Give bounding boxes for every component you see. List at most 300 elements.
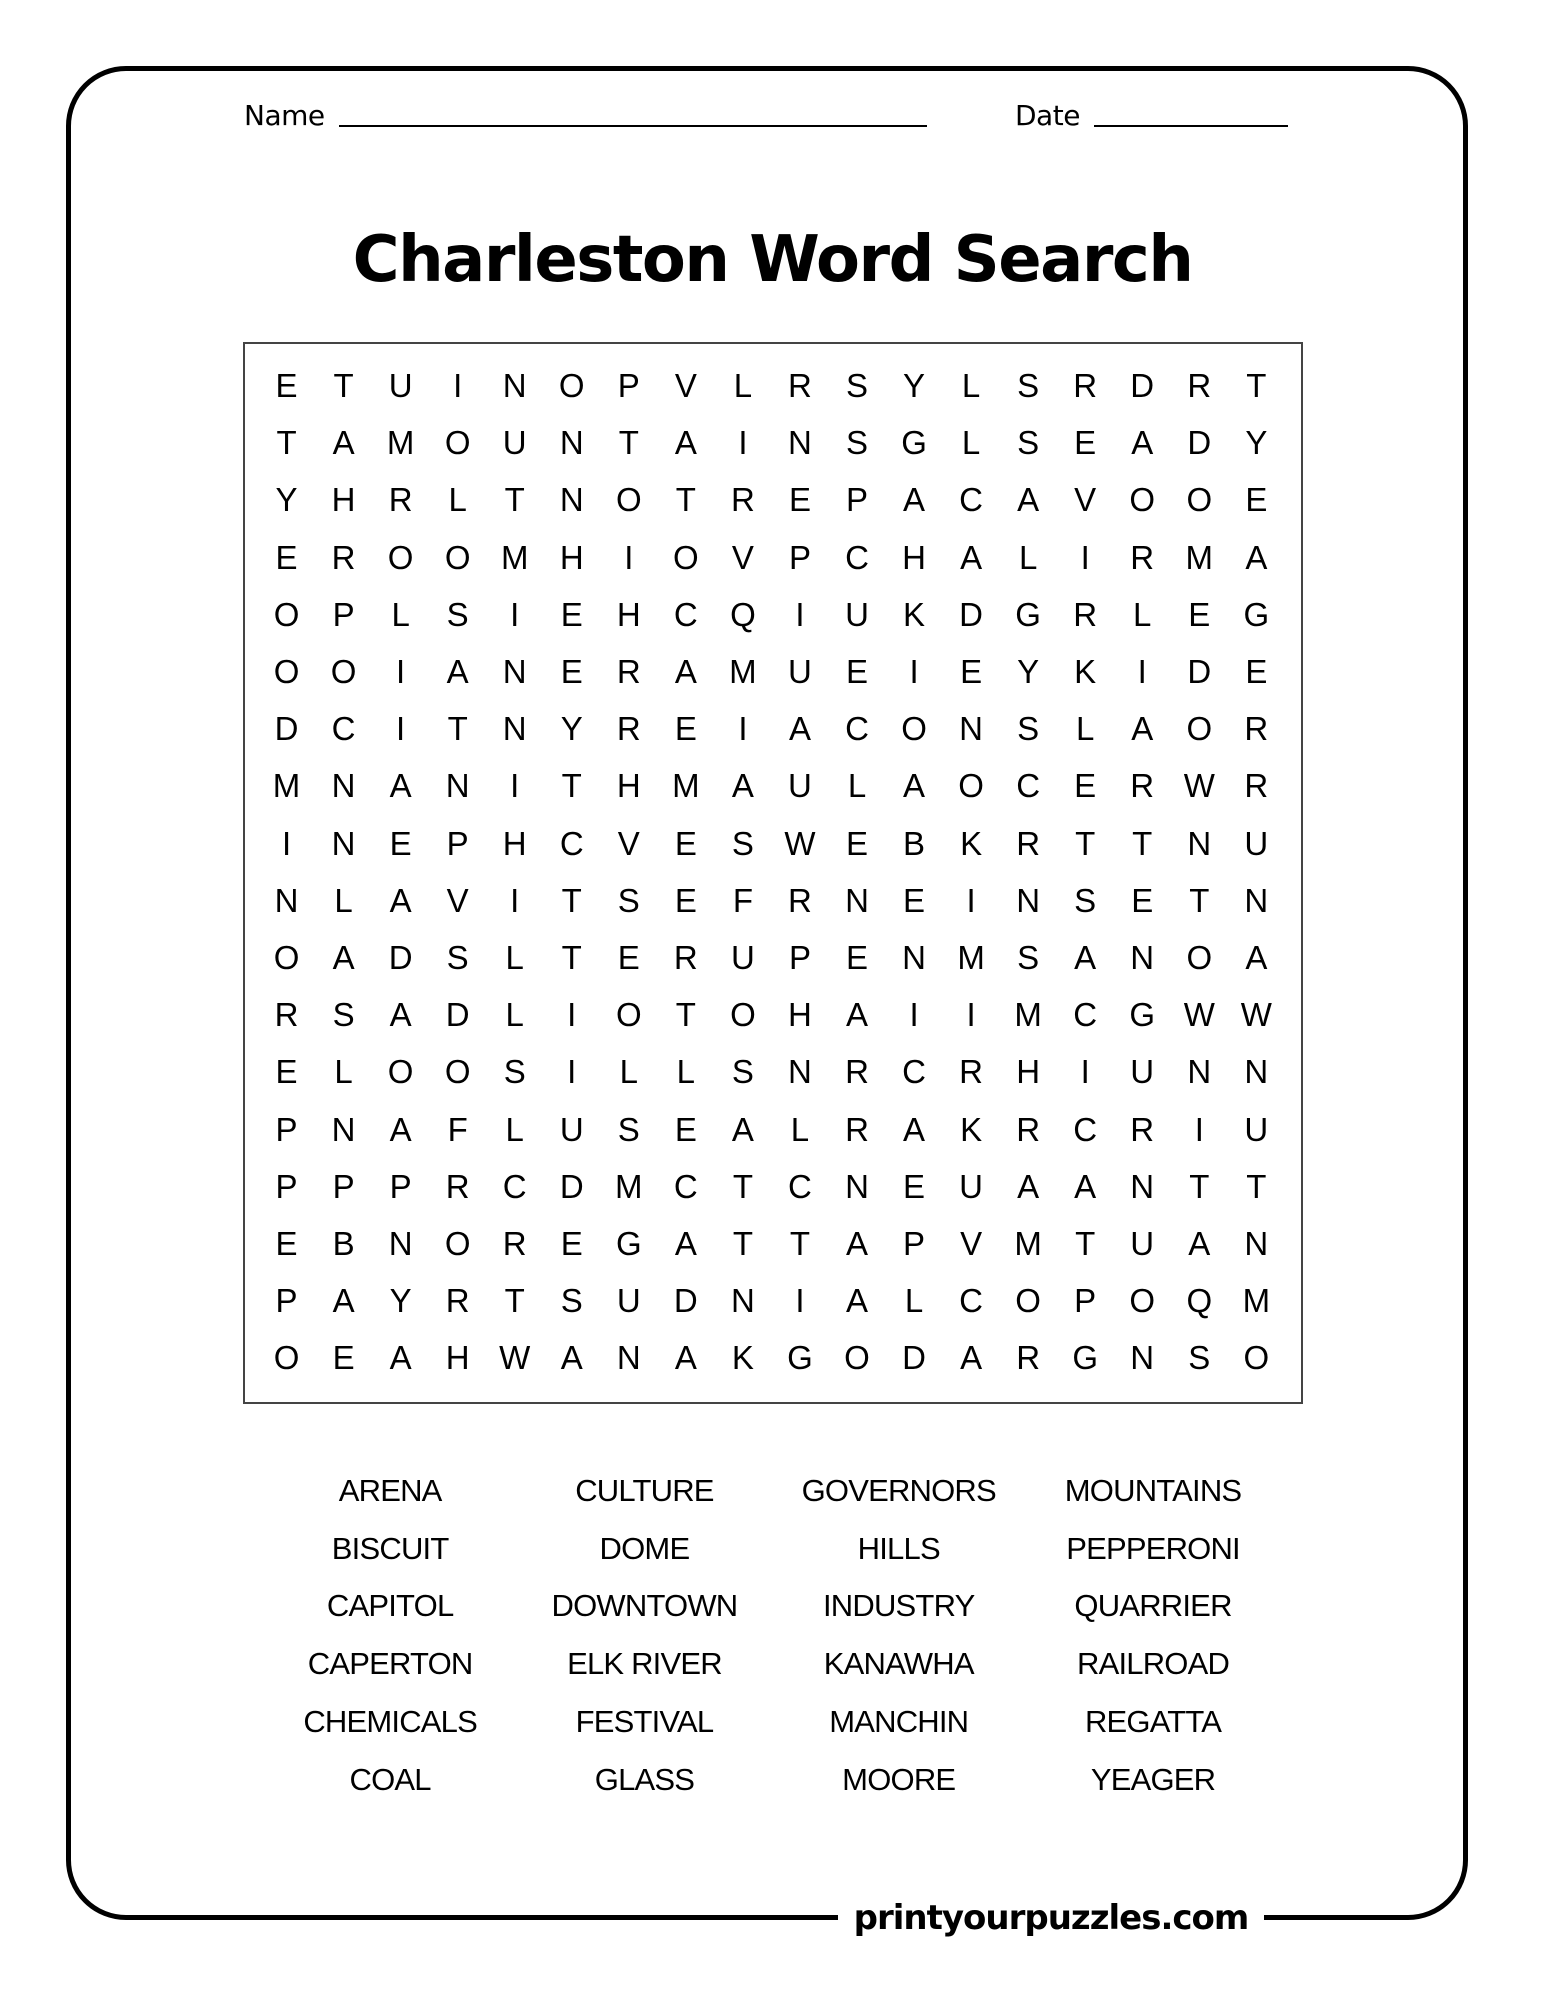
- grid-cell[interactable]: M: [1185, 538, 1214, 576]
- grid-cell[interactable]: K: [903, 595, 926, 633]
- grid-cell[interactable]: O: [1186, 938, 1213, 976]
- grid-cell[interactable]: T: [447, 710, 468, 748]
- grid-cell[interactable]: E: [275, 367, 298, 405]
- grid-cell[interactable]: Q: [730, 595, 756, 633]
- grid-cell[interactable]: G: [615, 1224, 642, 1262]
- grid-cell[interactable]: K: [960, 1110, 983, 1148]
- grid-cell[interactable]: T: [561, 767, 582, 805]
- grid-cell[interactable]: S: [845, 367, 868, 405]
- grid-cell[interactable]: H: [902, 538, 926, 576]
- grid-cell[interactable]: P: [389, 1167, 412, 1205]
- grid-cell[interactable]: I: [909, 653, 919, 691]
- grid-cell[interactable]: C: [331, 710, 356, 748]
- grid-cell[interactable]: R: [845, 1053, 869, 1091]
- grid-cell[interactable]: R: [616, 653, 641, 691]
- grid-cell[interactable]: I: [738, 424, 748, 462]
- grid-cell[interactable]: M: [1014, 996, 1042, 1034]
- grid-cell[interactable]: T: [1189, 881, 1210, 919]
- grid-cell[interactable]: T: [561, 938, 582, 976]
- grid-cell[interactable]: L: [904, 1282, 924, 1320]
- grid-cell[interactable]: M: [500, 538, 529, 576]
- grid-cell[interactable]: F: [447, 1110, 468, 1148]
- grid-cell[interactable]: L: [733, 367, 753, 405]
- grid-cell[interactable]: A: [332, 424, 355, 462]
- grid-cell[interactable]: O: [730, 996, 756, 1034]
- grid-cell[interactable]: G: [901, 424, 927, 462]
- grid-cell[interactable]: R: [445, 1167, 470, 1205]
- grid-cell[interactable]: A: [332, 938, 355, 976]
- grid-cell[interactable]: O: [1186, 710, 1213, 748]
- grid-cell[interactable]: L: [448, 481, 467, 519]
- grid-cell[interactable]: U: [1130, 1224, 1155, 1262]
- grid-cell[interactable]: S: [503, 1053, 526, 1091]
- grid-cell[interactable]: N: [1244, 881, 1269, 919]
- grid-cell[interactable]: H: [445, 1339, 470, 1377]
- grid-cell[interactable]: U: [1244, 1110, 1269, 1148]
- grid-cell[interactable]: T: [1075, 1224, 1096, 1262]
- grid-cell[interactable]: I: [567, 1053, 577, 1091]
- grid-cell[interactable]: H: [331, 481, 356, 519]
- grid-cell[interactable]: O: [673, 538, 699, 576]
- grid-cell[interactable]: K: [1074, 653, 1097, 691]
- grid-cell[interactable]: O: [844, 1339, 870, 1377]
- grid-cell[interactable]: S: [617, 881, 640, 919]
- grid-cell[interactable]: F: [732, 881, 753, 919]
- grid-cell[interactable]: N: [331, 824, 356, 862]
- grid-cell[interactable]: S: [1017, 710, 1040, 748]
- grid-cell[interactable]: O: [273, 653, 300, 691]
- grid-cell[interactable]: E: [674, 881, 697, 919]
- grid-cell[interactable]: N: [331, 1110, 356, 1148]
- grid-cell[interactable]: O: [558, 367, 585, 405]
- grid-cell[interactable]: O: [387, 1053, 414, 1091]
- grid-cell[interactable]: O: [330, 653, 357, 691]
- grid-cell[interactable]: S: [617, 1110, 640, 1148]
- grid-cell[interactable]: N: [559, 424, 584, 462]
- grid-cell[interactable]: N: [1130, 1339, 1155, 1377]
- grid-cell[interactable]: T: [1132, 824, 1153, 862]
- grid-cell[interactable]: I: [1080, 1053, 1090, 1091]
- grid-cell[interactable]: A: [389, 1339, 412, 1377]
- grid-cell[interactable]: A: [731, 1110, 754, 1148]
- grid-cell[interactable]: T: [333, 367, 354, 405]
- grid-cell[interactable]: S: [1017, 938, 1040, 976]
- grid-cell[interactable]: L: [847, 767, 867, 805]
- grid-cell[interactable]: W: [1183, 767, 1215, 805]
- grid-cell[interactable]: G: [1129, 996, 1156, 1034]
- grid-cell[interactable]: V: [674, 367, 697, 405]
- grid-cell[interactable]: D: [274, 710, 299, 748]
- grid-cell[interactable]: O: [1243, 1339, 1270, 1377]
- grid-cell[interactable]: O: [444, 424, 471, 462]
- grid-cell[interactable]: C: [959, 1282, 983, 1320]
- grid-cell[interactable]: I: [795, 1282, 805, 1320]
- name-field[interactable]: [244, 100, 927, 132]
- grid-cell[interactable]: A: [1017, 1167, 1040, 1205]
- grid-cell[interactable]: R: [788, 881, 812, 919]
- grid-cell[interactable]: M: [272, 767, 301, 805]
- grid-cell[interactable]: E: [1074, 767, 1097, 805]
- grid-cell[interactable]: U: [845, 595, 869, 633]
- grid-cell[interactable]: C: [1073, 1110, 1098, 1148]
- grid-cell[interactable]: C: [1016, 767, 1041, 805]
- grid-cell[interactable]: A: [560, 1339, 583, 1377]
- grid-cell[interactable]: T: [504, 481, 525, 519]
- grid-cell[interactable]: L: [505, 1110, 524, 1148]
- grid-cell[interactable]: L: [676, 1053, 696, 1091]
- grid-cell[interactable]: U: [616, 1282, 641, 1320]
- grid-cell[interactable]: I: [966, 881, 976, 919]
- grid-cell[interactable]: C: [902, 1053, 926, 1091]
- grid-cell[interactable]: S: [446, 938, 469, 976]
- grid-cell[interactable]: E: [1131, 881, 1154, 919]
- grid-cell[interactable]: A: [389, 996, 412, 1034]
- grid-cell[interactable]: R: [673, 938, 698, 976]
- grid-cell[interactable]: O: [1129, 481, 1156, 519]
- grid-cell[interactable]: H: [788, 996, 812, 1034]
- grid-cell[interactable]: S: [560, 1282, 583, 1320]
- grid-cell[interactable]: N: [559, 481, 584, 519]
- grid-cell[interactable]: L: [505, 996, 524, 1034]
- grid-cell[interactable]: V: [1074, 481, 1097, 519]
- grid-cell[interactable]: G: [1015, 595, 1041, 633]
- grid-cell[interactable]: A: [1131, 424, 1154, 462]
- grid-cell[interactable]: L: [334, 1053, 353, 1091]
- grid-cell[interactable]: L: [1018, 538, 1038, 576]
- grid-cell[interactable]: K: [731, 1339, 754, 1377]
- grid-cell[interactable]: H: [616, 767, 641, 805]
- grid-cell[interactable]: C: [673, 1167, 698, 1205]
- grid-cell[interactable]: R: [502, 1224, 527, 1262]
- name-line[interactable]: [339, 125, 927, 127]
- grid-cell[interactable]: V: [960, 1224, 983, 1262]
- grid-cell[interactable]: N: [388, 1224, 413, 1262]
- grid-cell[interactable]: L: [790, 1110, 810, 1148]
- grid-cell[interactable]: Q: [1186, 1282, 1213, 1320]
- grid-cell[interactable]: N: [730, 1282, 755, 1320]
- grid-cell[interactable]: P: [845, 481, 868, 519]
- grid-cell[interactable]: A: [389, 767, 412, 805]
- grid-cell[interactable]: S: [1017, 367, 1040, 405]
- grid-cell[interactable]: O: [444, 1224, 471, 1262]
- grid-cell[interactable]: Y: [560, 710, 583, 748]
- grid-cell[interactable]: U: [959, 1167, 983, 1205]
- grid-cell[interactable]: L: [961, 367, 981, 405]
- grid-cell[interactable]: N: [959, 710, 983, 748]
- grid-cell[interactable]: D: [959, 595, 983, 633]
- grid-cell[interactable]: E: [1245, 653, 1268, 691]
- grid-cell[interactable]: O: [273, 1339, 300, 1377]
- grid-cell[interactable]: E: [275, 1053, 298, 1091]
- grid-cell[interactable]: O: [1129, 1282, 1156, 1320]
- grid-cell[interactable]: A: [674, 1339, 697, 1377]
- grid-cell[interactable]: L: [391, 595, 410, 633]
- grid-cell[interactable]: W: [784, 824, 816, 862]
- grid-cell[interactable]: T: [1246, 367, 1267, 405]
- grid-cell[interactable]: W: [1240, 996, 1272, 1034]
- grid-cell[interactable]: M: [957, 938, 985, 976]
- grid-cell[interactable]: G: [1072, 1339, 1099, 1377]
- grid-cell[interactable]: E: [560, 1224, 583, 1262]
- grid-cell[interactable]: A: [389, 1110, 412, 1148]
- grid-cell[interactable]: T: [675, 996, 696, 1034]
- grid-cell[interactable]: A: [903, 1110, 926, 1148]
- grid-cell[interactable]: P: [332, 595, 355, 633]
- grid-cell[interactable]: Y: [1017, 653, 1040, 691]
- grid-cell[interactable]: P: [275, 1110, 298, 1148]
- grid-cell[interactable]: P: [788, 938, 811, 976]
- grid-cell[interactable]: A: [903, 767, 926, 805]
- grid-cell[interactable]: E: [1188, 595, 1211, 633]
- grid-cell[interactable]: C: [959, 481, 983, 519]
- grid-cell[interactable]: D: [1130, 367, 1155, 405]
- grid-cell[interactable]: E: [332, 1339, 355, 1377]
- grid-cell[interactable]: R: [388, 481, 413, 519]
- grid-cell[interactable]: E: [275, 538, 298, 576]
- grid-cell[interactable]: N: [902, 938, 926, 976]
- grid-cell[interactable]: A: [1131, 710, 1154, 748]
- grid-cell[interactable]: U: [1130, 1053, 1155, 1091]
- grid-cell[interactable]: A: [446, 653, 469, 691]
- grid-cell[interactable]: D: [388, 938, 413, 976]
- grid-cell[interactable]: E: [389, 824, 412, 862]
- grid-cell[interactable]: N: [1244, 1224, 1269, 1262]
- grid-cell[interactable]: N: [1187, 1053, 1212, 1091]
- grid-cell[interactable]: I: [510, 767, 520, 805]
- grid-cell[interactable]: G: [1243, 595, 1270, 633]
- grid-cell[interactable]: H: [1016, 1053, 1041, 1091]
- grid-cell[interactable]: I: [1137, 653, 1147, 691]
- grid-cell[interactable]: N: [502, 367, 527, 405]
- grid-cell[interactable]: R: [1016, 1339, 1041, 1377]
- grid-cell[interactable]: I: [396, 653, 406, 691]
- grid-cell[interactable]: O: [958, 767, 984, 805]
- grid-cell[interactable]: Y: [1245, 424, 1268, 462]
- grid-cell[interactable]: Y: [903, 367, 926, 405]
- grid-cell[interactable]: T: [1189, 1167, 1210, 1205]
- grid-cell[interactable]: S: [446, 595, 469, 633]
- grid-cell[interactable]: C: [502, 1167, 527, 1205]
- grid-cell[interactable]: L: [619, 1053, 638, 1091]
- grid-cell[interactable]: N: [274, 881, 299, 919]
- grid-cell[interactable]: N: [788, 1053, 812, 1091]
- grid-cell[interactable]: L: [334, 881, 353, 919]
- grid-cell[interactable]: S: [1017, 424, 1040, 462]
- grid-cell[interactable]: H: [559, 538, 584, 576]
- grid-cell[interactable]: A: [960, 1339, 983, 1377]
- grid-cell[interactable]: N: [616, 1339, 641, 1377]
- grid-cell[interactable]: A: [903, 481, 926, 519]
- grid-cell[interactable]: C: [1073, 996, 1098, 1034]
- grid-cell[interactable]: C: [845, 538, 869, 576]
- grid-cell[interactable]: S: [1074, 881, 1097, 919]
- grid-cell[interactable]: T: [561, 881, 582, 919]
- grid-cell[interactable]: N: [1130, 1167, 1155, 1205]
- grid-cell[interactable]: A: [1188, 1224, 1211, 1262]
- grid-cell[interactable]: W: [499, 1339, 531, 1377]
- grid-cell[interactable]: R: [1016, 824, 1041, 862]
- grid-cell[interactable]: S: [332, 996, 355, 1034]
- grid-cell[interactable]: P: [1074, 1282, 1097, 1320]
- grid-cell[interactable]: N: [331, 767, 356, 805]
- grid-cell[interactable]: P: [903, 1224, 926, 1262]
- grid-cell[interactable]: R: [1016, 1110, 1041, 1148]
- grid-cell[interactable]: R: [730, 481, 755, 519]
- grid-cell[interactable]: R: [274, 996, 299, 1034]
- grid-cell[interactable]: E: [845, 824, 868, 862]
- grid-cell[interactable]: I: [795, 595, 805, 633]
- grid-cell[interactable]: A: [1074, 1167, 1097, 1205]
- grid-cell[interactable]: V: [617, 824, 640, 862]
- grid-cell[interactable]: T: [789, 1224, 811, 1262]
- grid-cell[interactable]: E: [1074, 424, 1097, 462]
- grid-cell[interactable]: E: [617, 938, 640, 976]
- grid-cell[interactable]: A: [1245, 538, 1268, 576]
- grid-cell[interactable]: U: [730, 938, 755, 976]
- grid-cell[interactable]: N: [445, 767, 470, 805]
- grid-cell[interactable]: U: [559, 1110, 584, 1148]
- grid-cell[interactable]: M: [672, 767, 700, 805]
- grid-cell[interactable]: A: [1074, 938, 1097, 976]
- grid-cell[interactable]: M: [386, 424, 415, 462]
- grid-cell[interactable]: C: [673, 595, 698, 633]
- grid-cell[interactable]: N: [845, 881, 869, 919]
- grid-cell[interactable]: R: [1073, 367, 1098, 405]
- grid-cell[interactable]: A: [389, 881, 412, 919]
- grid-cell[interactable]: Y: [275, 481, 298, 519]
- grid-cell[interactable]: R: [1187, 367, 1212, 405]
- grid-cell[interactable]: A: [960, 538, 983, 576]
- grid-cell[interactable]: O: [273, 595, 300, 633]
- grid-cell[interactable]: E: [845, 938, 868, 976]
- grid-cell[interactable]: W: [1183, 996, 1215, 1034]
- grid-cell[interactable]: R: [1130, 538, 1155, 576]
- grid-cell[interactable]: E: [845, 653, 868, 691]
- grid-cell[interactable]: L: [1076, 710, 1095, 748]
- grid-cell[interactable]: P: [332, 1167, 355, 1205]
- grid-cell[interactable]: S: [1188, 1339, 1211, 1377]
- grid-cell[interactable]: I: [1194, 1110, 1204, 1148]
- date-field[interactable]: [1015, 100, 1288, 132]
- grid-cell[interactable]: I: [510, 595, 520, 633]
- grid-cell[interactable]: N: [1130, 938, 1155, 976]
- grid-cell[interactable]: A: [845, 996, 868, 1034]
- grid-cell[interactable]: R: [1244, 710, 1269, 748]
- grid-cell[interactable]: I: [1080, 538, 1090, 576]
- grid-cell[interactable]: M: [615, 1167, 643, 1205]
- grid-cell[interactable]: I: [567, 996, 577, 1034]
- grid-cell[interactable]: H: [502, 824, 527, 862]
- grid-cell[interactable]: D: [1187, 653, 1212, 691]
- grid-cell[interactable]: U: [1244, 824, 1269, 862]
- grid-cell[interactable]: R: [331, 538, 356, 576]
- grid-cell[interactable]: I: [396, 710, 406, 748]
- grid-cell[interactable]: A: [1245, 938, 1268, 976]
- grid-cell[interactable]: T: [276, 424, 297, 462]
- grid-cell[interactable]: V: [731, 538, 754, 576]
- grid-cell[interactable]: E: [275, 1224, 298, 1262]
- grid-cell[interactable]: M: [1014, 1224, 1042, 1262]
- grid-cell[interactable]: A: [845, 1224, 868, 1262]
- grid-cell[interactable]: O: [444, 1053, 471, 1091]
- grid-cell[interactable]: L: [1133, 595, 1152, 633]
- grid-cell[interactable]: R: [1130, 767, 1155, 805]
- grid-cell[interactable]: A: [674, 1224, 697, 1262]
- grid-cell[interactable]: L: [961, 424, 981, 462]
- grid-cell[interactable]: T: [732, 1167, 753, 1205]
- grid-cell[interactable]: A: [845, 1282, 868, 1320]
- grid-cell[interactable]: U: [788, 767, 812, 805]
- grid-cell[interactable]: E: [788, 481, 811, 519]
- grid-cell[interactable]: O: [1186, 481, 1213, 519]
- grid-cell[interactable]: O: [615, 481, 642, 519]
- grid-cell[interactable]: M: [1242, 1282, 1271, 1320]
- grid-cell[interactable]: I: [909, 996, 919, 1034]
- grid-cell[interactable]: R: [1130, 1110, 1155, 1148]
- grid-cell[interactable]: S: [731, 824, 754, 862]
- grid-cell[interactable]: A: [1017, 481, 1040, 519]
- grid-cell[interactable]: A: [731, 767, 754, 805]
- grid-cell[interactable]: N: [1016, 881, 1041, 919]
- grid-cell[interactable]: I: [510, 881, 520, 919]
- grid-cell[interactable]: U: [788, 653, 812, 691]
- grid-cell[interactable]: D: [902, 1339, 926, 1377]
- grid-cell[interactable]: N: [1244, 1053, 1269, 1091]
- grid-cell[interactable]: D: [1187, 424, 1212, 462]
- grid-cell[interactable]: S: [845, 424, 868, 462]
- grid-cell[interactable]: K: [960, 824, 983, 862]
- grid-cell[interactable]: E: [1245, 481, 1268, 519]
- grid-cell[interactable]: R: [788, 367, 812, 405]
- grid-cell[interactable]: I: [738, 710, 748, 748]
- grid-cell[interactable]: E: [960, 653, 983, 691]
- grid-cell[interactable]: O: [273, 938, 300, 976]
- grid-cell[interactable]: C: [559, 824, 584, 862]
- grid-cell[interactable]: T: [1075, 824, 1096, 862]
- grid-cell[interactable]: R: [1073, 595, 1098, 633]
- grid-cell[interactable]: N: [788, 424, 812, 462]
- grid-cell[interactable]: E: [903, 1167, 926, 1205]
- grid-cell[interactable]: T: [504, 1282, 525, 1320]
- grid-cell[interactable]: I: [281, 824, 292, 862]
- grid-cell[interactable]: O: [615, 996, 642, 1034]
- grid-cell[interactable]: R: [845, 1110, 869, 1148]
- grid-cell[interactable]: R: [445, 1282, 470, 1320]
- grid-cell[interactable]: P: [788, 538, 811, 576]
- grid-cell[interactable]: D: [673, 1282, 698, 1320]
- grid-cell[interactable]: A: [788, 710, 811, 748]
- grid-cell[interactable]: H: [616, 595, 641, 633]
- date-line[interactable]: [1094, 125, 1288, 127]
- grid-cell[interactable]: T: [1246, 1167, 1267, 1205]
- grid-cell[interactable]: O: [444, 538, 471, 576]
- grid-cell[interactable]: R: [1244, 767, 1269, 805]
- grid-cell[interactable]: U: [502, 424, 527, 462]
- grid-cell[interactable]: N: [502, 653, 527, 691]
- grid-cell[interactable]: T: [618, 424, 639, 462]
- grid-cell[interactable]: E: [560, 595, 583, 633]
- grid-cell[interactable]: O: [901, 710, 927, 748]
- grid-cell[interactable]: E: [674, 824, 697, 862]
- grid-cell[interactable]: T: [732, 1224, 753, 1262]
- grid-cell[interactable]: A: [332, 1282, 355, 1320]
- grid-cell[interactable]: Y: [389, 1282, 412, 1320]
- grid-cell[interactable]: O: [1015, 1282, 1041, 1320]
- grid-cell[interactable]: V: [446, 881, 469, 919]
- grid-cell[interactable]: B: [903, 824, 926, 862]
- grid-cell[interactable]: A: [674, 424, 697, 462]
- grid-cell[interactable]: D: [559, 1167, 584, 1205]
